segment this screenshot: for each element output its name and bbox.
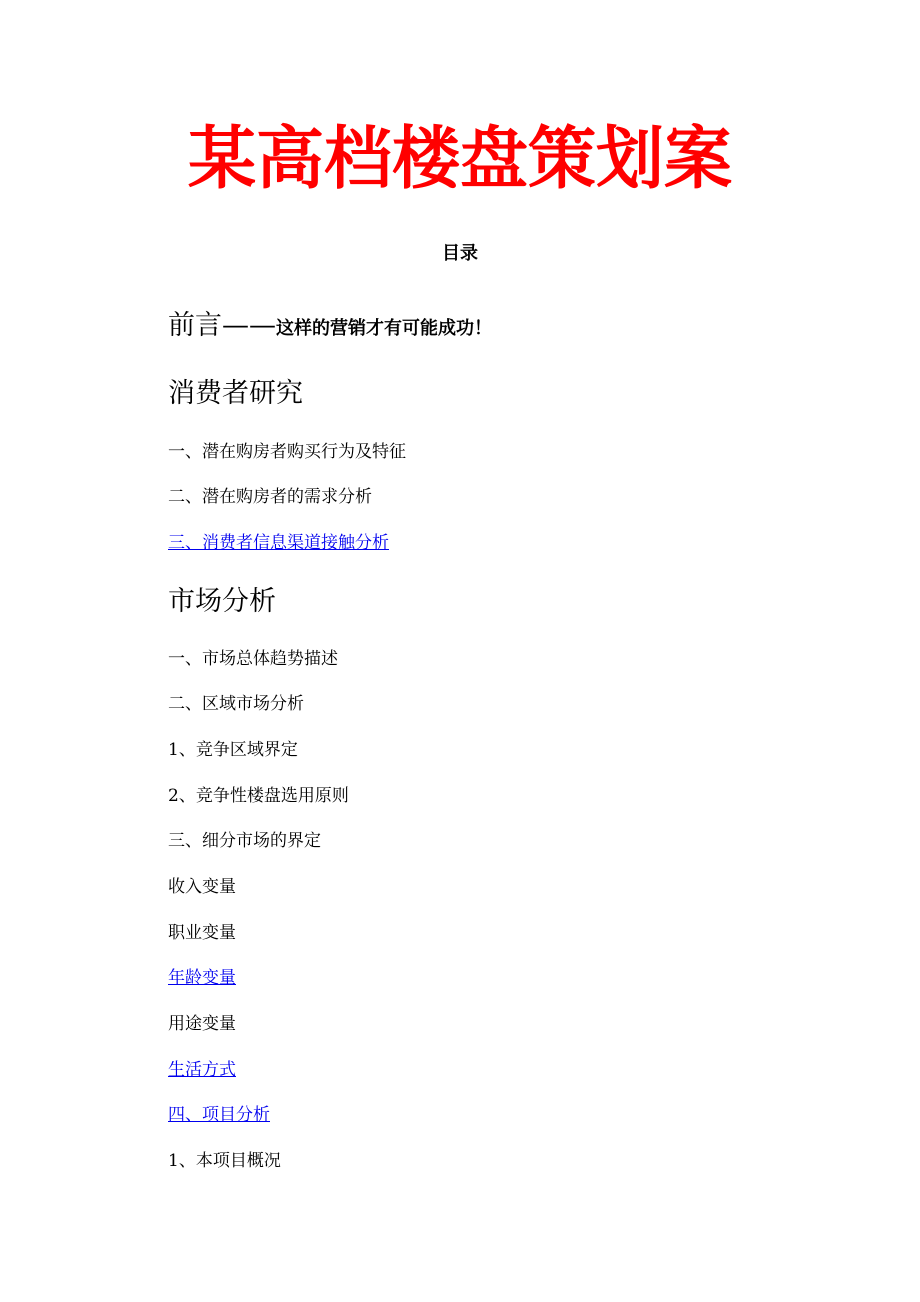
toc-link-item[interactable]: 四、项目分析 (168, 1105, 270, 1125)
toc-item: 收入变量 (168, 877, 236, 897)
toc-item: 职业变量 (168, 923, 236, 943)
toc-item: 三、细分市场的界定 (168, 831, 321, 851)
toc-item: 1、竞争区域界定 (168, 740, 298, 760)
toc-section-consumer-research: 消费者研究 (168, 378, 303, 409)
preface-subtitle: 这样的营销才有可能成功！ (276, 318, 492, 339)
toc-item: 一、潜在购房者购买行为及特征 (168, 442, 406, 462)
preface-lead: 前言—— (168, 310, 276, 341)
toc-item: 1、本项目概况 (168, 1151, 281, 1171)
toc-link-item[interactable]: 年龄变量 (168, 968, 236, 988)
toc-item: 2、竞争性楼盘选用原则 (168, 786, 349, 806)
toc-item: 二、潜在购房者的需求分析 (168, 487, 372, 507)
toc-link-item[interactable]: 生活方式 (168, 1060, 236, 1080)
document-title: 某高档楼盘策划案 (187, 120, 732, 199)
toc-section-market-analysis: 市场分析 (168, 586, 276, 617)
toc-item: 用途变量 (168, 1014, 236, 1034)
toc-item: 二、区域市场分析 (168, 694, 304, 714)
toc-link-item[interactable]: 三、消费者信息渠道接触分析 (168, 533, 389, 553)
toc-preface-entry (168, 308, 492, 347)
toc-heading: 目录 (442, 243, 478, 264)
toc-item: 一、市场总体趋势描述 (168, 649, 338, 669)
